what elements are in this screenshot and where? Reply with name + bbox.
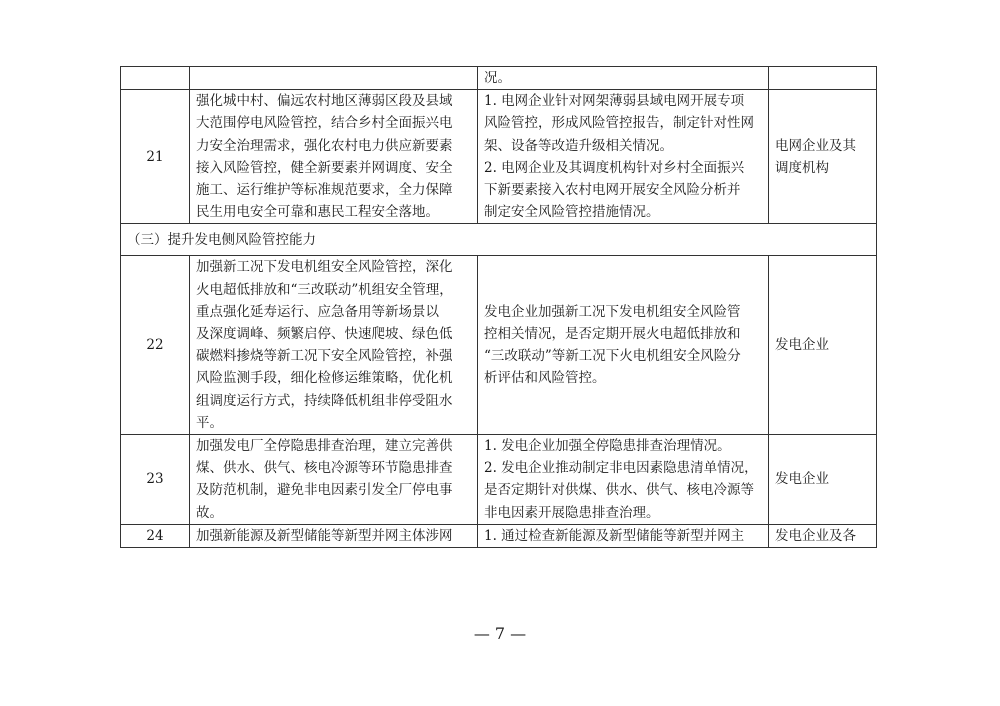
- item-number: 21: [121, 90, 190, 224]
- text-line: 1. 发电企业加强全停隐患排查治理情况。: [484, 438, 731, 455]
- table-body: [121, 67, 877, 548]
- task-content: [190, 524, 478, 547]
- page-number: — 7 —: [473, 624, 527, 643]
- text-line: 施工、运行维护等标准规范要求，全力保障: [196, 182, 453, 199]
- text-line: 架、设备等改造升级相关情况。: [484, 137, 673, 154]
- item-number: [121, 67, 190, 90]
- text-line: 重点强化延寿运行、应急备用等新场景以: [196, 303, 439, 320]
- text-line: 下新要素接入农村电网开展安全风险分析并: [484, 182, 741, 199]
- text-line: 组调度运行方式，持续降低机组非停受阻水: [196, 392, 453, 409]
- requirements-table: [120, 66, 877, 548]
- task-content: [190, 67, 478, 90]
- check-points: [478, 435, 769, 525]
- text-line: 民生用电安全可靠和惠民工程安全落地。: [196, 204, 439, 221]
- text-line: 接入风险管控，健全新要素并网调度、安全: [196, 159, 453, 176]
- responsible-party: [769, 435, 877, 525]
- text-line: 大范围停电风险管控，结合乡村全面振兴电: [196, 115, 453, 132]
- item-number: 22: [121, 256, 190, 435]
- text-line: 控相关情况，是否定期开展火电超低排放和: [484, 326, 741, 343]
- text-line: 电网企业及其: [775, 137, 856, 154]
- text-line: 1. 电网企业针对网架薄弱县域电网开展专项: [484, 93, 745, 110]
- text-line: 碳燃料掺烧等新工况下安全风险管控，补强: [196, 348, 453, 365]
- text-line: 力安全治理需求，强化农村电力供应新要素: [196, 137, 453, 154]
- task-content: [190, 90, 478, 224]
- text-line: 1. 通过检查新能源及新型储能等新型并网主: [484, 527, 745, 544]
- text-line: 发电企业加强新工况下发电机组安全风险管: [484, 303, 741, 320]
- text-line: 非电因素开展隐患排查治理。: [484, 504, 660, 521]
- text-line: 加强新工况下发电机组安全风险管控，深化: [196, 259, 453, 276]
- responsible-party: [769, 256, 877, 435]
- table-row: [121, 524, 877, 547]
- text-line: 发电企业: [775, 471, 829, 488]
- text-line: 加强新能源及新型储能等新型并网主体涉网: [196, 527, 453, 544]
- text-line: 发电企业: [775, 337, 829, 354]
- text-line: 及深度调峰、频繁启停、快速爬坡、绿色低: [196, 326, 453, 343]
- text-line: 平。: [196, 414, 223, 431]
- text-line: 风险监测手段，细化检修运维策略，优化机: [196, 370, 453, 387]
- table-row: [121, 256, 877, 435]
- text-line: 加强发电厂全停隐患排查治理，建立完善供: [196, 438, 453, 455]
- check-points: [478, 67, 769, 90]
- check-points: [478, 524, 769, 547]
- section-row: [121, 224, 877, 256]
- text-line: 及防范机制，避免非电因素引发全厂停电事: [196, 482, 453, 499]
- text-line: 火电超低排放和“三改联动”机组安全管理，: [196, 281, 453, 298]
- text-line: 析评估和风险管控。: [484, 370, 606, 387]
- text-line: 煤、供水、供气、核电冷源等环节隐患排查: [196, 460, 453, 477]
- task-content: [190, 256, 478, 435]
- text-line: 调度机构: [775, 159, 829, 176]
- text-line: 制定安全风险管控措施情况。: [484, 204, 660, 221]
- text-line: 强化城中村、偏远农村地区薄弱区段及县域: [196, 93, 453, 110]
- text-line: 发电企业及各: [775, 527, 856, 544]
- check-points: [478, 256, 769, 435]
- section-heading: （三）提升发电侧风险管控能力: [121, 224, 877, 256]
- item-number: 23: [121, 435, 190, 525]
- task-content: [190, 435, 478, 525]
- text-line: 2. 发电企业推动制定非电因素隐患清单情况，: [484, 460, 758, 477]
- check-points: [478, 90, 769, 224]
- text-line: 风险管控，形成风险管控报告，制定针对性网: [484, 115, 754, 132]
- table-row: [121, 90, 877, 224]
- text-line: “三改联动”等新工况下火电机组安全风险分: [484, 348, 741, 365]
- responsible-party: [769, 67, 877, 90]
- responsible-party: [769, 524, 877, 547]
- text-line: 2. 电网企业及其调度机构针对乡村全面振兴: [484, 159, 745, 176]
- text-line: 故。: [196, 504, 223, 521]
- responsible-party: [769, 90, 877, 224]
- text-line: 况。: [484, 70, 511, 86]
- table-row: [121, 67, 877, 90]
- table-row: [121, 435, 877, 525]
- item-number: 24: [121, 524, 190, 547]
- text-line: 是否定期针对供煤、供水、供气、核电冷源等: [484, 482, 754, 499]
